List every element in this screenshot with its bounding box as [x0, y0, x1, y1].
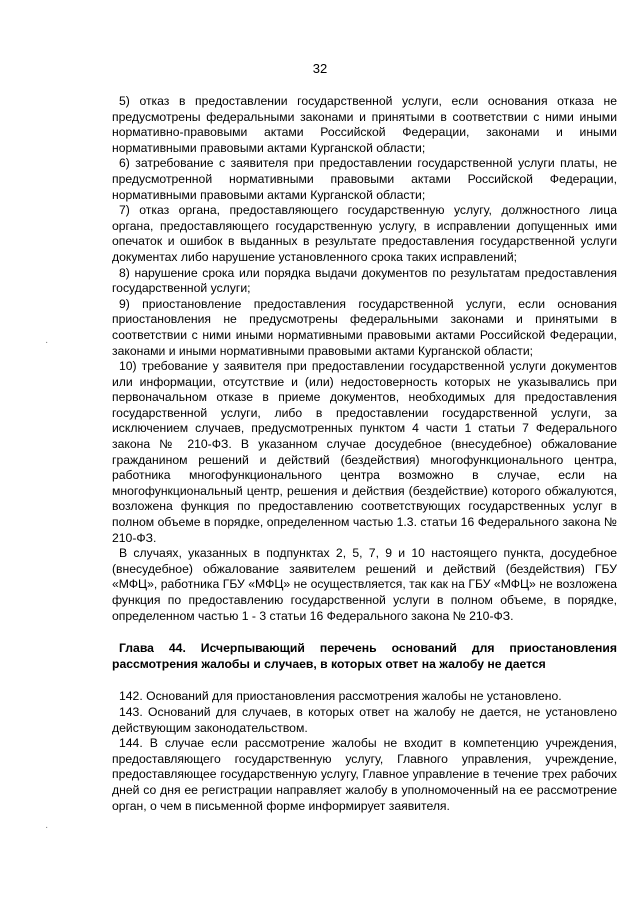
paragraph-mfc-note: В случаях, указанных в подпунктах 2, 5, 7, 9 и 10 настоящего пункта, досудебное (внесудебное) обжалование заявителем решений и действий (бездействия) ГБУ «МФЦ», работника ГБУ «МФЦ» не осуществляется, так как на ГБУ «МФЦ» не возложена функция по предоставлению государственной услуги в полном объеме, в порядке, определенном частью 1 - 3 статьи 16 Федерального закона № 210-ФЗ. — [112, 546, 617, 623]
paragraph-item-5: 5) отказ в предоставлении государственной услуги, если основания отказа не предусмотрены федеральными законами и принятыми в соответствии с ними иными нормативно-правовыми актами Российской Федерации, законами и иными нормативными правовыми актами Курганской области; — [112, 94, 617, 155]
paragraph-143: 143. Оснований для случаев, в которых ответ на жалобу не дается, не установлено действующим законодательством. — [112, 704, 617, 735]
scan-mark: · — [45, 822, 49, 833]
paragraph-142: 142. Оснований для приостановления рассмотрения жалобы не установлено. — [119, 689, 562, 704]
paragraph-item-9: 9) приостановление предоставления государственной услуги, если основания приостановления не предусмотрены федеральными законами и принятыми в соответствии с ними иными нормативными правовыми актами Российской Федерации, законами и иными нормативными правовыми актами Курганской области; — [112, 296, 617, 358]
paragraph-item-7: 7) отказ органа, предоставляющего государственную услугу, должностного лица органа, предоставляющего государственную услугу, в исправлении допущенных ими опечаток и ошибок в выданных в результате предоставления государственной услуги документах либо нарушение установленного срока таких исправлений; — [112, 203, 617, 264]
scan-mark: · — [45, 337, 49, 348]
paragraph-item-8: 8) нарушение срока или порядка выдачи документов по результатам предоставления государственной услуги; — [112, 265, 617, 296]
chapter-heading: Глава 44. Исчерпывающий перечень оснований для приостановления рассмотрения жалобы и случаев, в которых ответ на жалобу не дается — [112, 641, 617, 671]
document-body — [112, 94, 617, 814]
paragraph-item-6: 6) затребование с заявителя при предоставлении государственной услуги платы, не предусмотренной нормативными правовыми актами Российской Федерации, нормативными правовыми актами Курганской области; — [112, 156, 617, 202]
page-number: 32 — [312, 61, 328, 76]
spacer — [112, 672, 617, 689]
paragraph-144: 144. В случае если рассмотрение жалобы не входит в компетенцию учреждения, предоставляющего государственную услугу, Главного управления, учреждение, предоставляющее государственную услугу, Главное управление в течение трех рабочих дней со дня ее регистрации направляет жалобу в уполномоченный на ее рассмотрение орган, о чем в письменной форме информирует заявителя. — [112, 736, 617, 813]
spacer — [112, 624, 617, 641]
paragraph-item-10: 10) требование у заявителя при предоставлении государственной услуги документов или информации, отсутствие и (или) недостоверность которых не указывались при первоначальном отказе в приеме документов, необходимых для предоставления государственной услуги, либо в предоставлении государственной услуги, за исключением случаев, предусмотренных пунктом 4 части 1 статьи 7 Федерального закона № 210-ФЗ. В указанном случае досудебное (внесудебное) обжалование гражданином решений и действий (бездействия) многофункционального центра, работника многофункционального центра возможно в случае, если на многофункциональный центр, решения и действия (бездействие) которого обжалуются, возложена функция по предоставлению соответствующих государственных услуг в полном объеме в порядке, определенном частью 1.3. статьи 16 Федерального закона № 210-ФЗ. — [112, 359, 617, 545]
